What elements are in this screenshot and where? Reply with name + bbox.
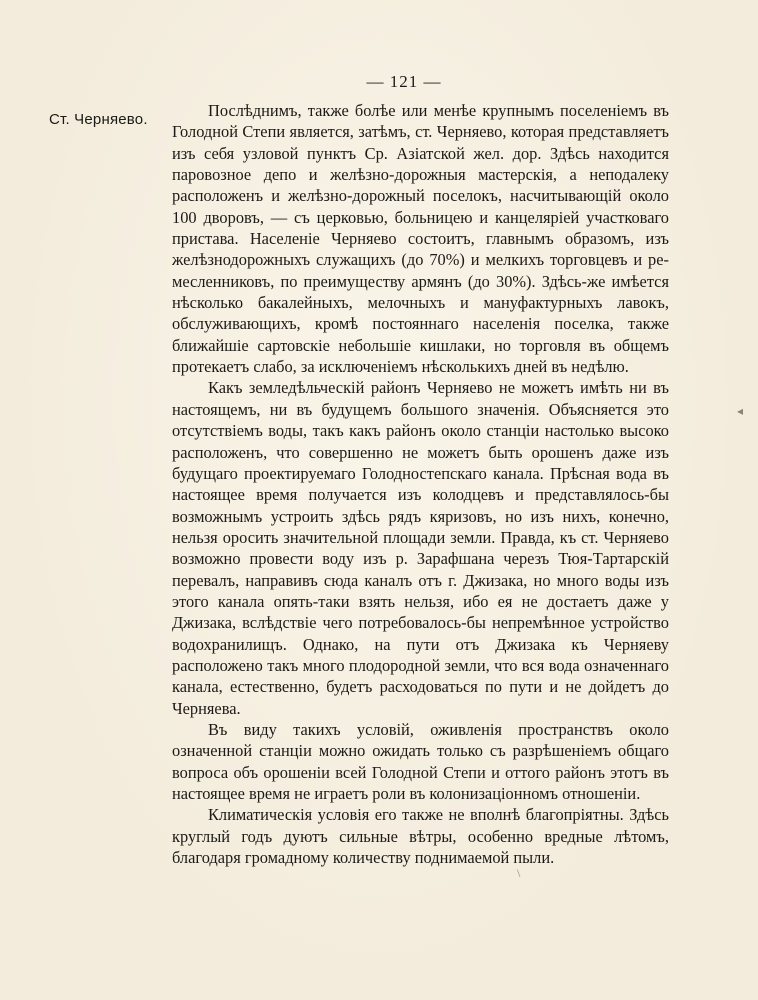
paragraph-1: Послѣднимъ, также болѣе или менѣе крупнымъ поселеніемъ въ Голодной Степи является, затѣмъ, ст. Черняево, которая представляетъ изъ себя узловой пунктъ Ср. Азіатской жел. дор. Здѣсь находится паровозное депо и желѣзно-дорожныя мастерскія, а неподалеку расположенъ и желѣзно-дорожный поселокъ, насчитывающій около 100 дворовъ, — съ церковью, больницею и канцеляріей участковаго пристава. Населеніе Черняево состоитъ, главнымъ образомъ, изъ желѣзнодорожныхъ служащихъ (до 70%) и мелкихъ торговцевъ и ремесленниковъ, по преимуществу армянъ (до 30%). Здѣсь-же имѣется нѣсколько бакалейныхъ, мелочныхъ и мануфактурныхъ лавокъ, обслуживающихъ, кромѣ постояннаго населенія поселка, также ближайшіе сартовскіе небольшіе кишлаки, но торговля въ общемъ протекаетъ слабо, за исключеніемъ нѣсколькихъ дней въ недѣлю. [172,101,669,377]
margin-note: Ст. Черняево. [49,111,148,128]
body-text [172,100,669,868]
stray-mark-dot: ◂ [737,404,744,418]
stray-mark-tick: \ [517,866,521,880]
paragraph-2: Какъ земледѣльческій районъ Черняево не можетъ имѣть ни въ настоящемъ, ни въ будущемъ большого значенія. Объясняется это отсутствіемъ воды, такъ какъ районъ около станціи настолько высоко расположенъ, что совершенно не можетъ быть орошенъ даже изъ будущаго проектируемаго Голодностепскаго канала. Прѣсная вода въ настоящее время получается изъ колодцевъ и представлялось-бы возможнымъ устроить здѣсь рядъ кяризовъ, но изъ нихъ, конечно, нельзя оросить значительной площади земли. Правда, къ ст. Черняево возможно провести воду изъ р. Зарафшана черезъ Тюя-Тартарскій перевалъ, направивъ сюда каналъ отъ г. Джизака, но много воды изъ этого канала опять-таки взять нельзя, ибо ея не достаетъ даже у Джизака, вслѣдствіе чего потребовалось-бы непремѣнное устройство водохранилищъ. Однако, на пути отъ Джизака къ Черняеву расположено такъ много плодородной земли, что вся вода означеннаго канала, естественно, будетъ расходоваться по пути и не дойдетъ до Черняева. [172,378,669,718]
page-number: — 121 — [366,72,442,91]
paragraph-3: Въ виду такихъ условій, оживленія пространствъ около означенной станціи можно ожидать только съ разрѣшеніемъ общаго вопроса объ орошеніи всей Голодной Степи и оттого районъ этотъ въ настоящее время не играетъ роли въ колонизаціонномъ отношеніи. [172,719,669,803]
paragraph-4: Климатическія условія его также не вполнѣ благопріятны. Здѣсь круглый годъ дуютъ сильные вѣтры, особенно вредные лѣтомъ, благодаря громадному количеству поднимаемой пыли. [172,805,669,868]
